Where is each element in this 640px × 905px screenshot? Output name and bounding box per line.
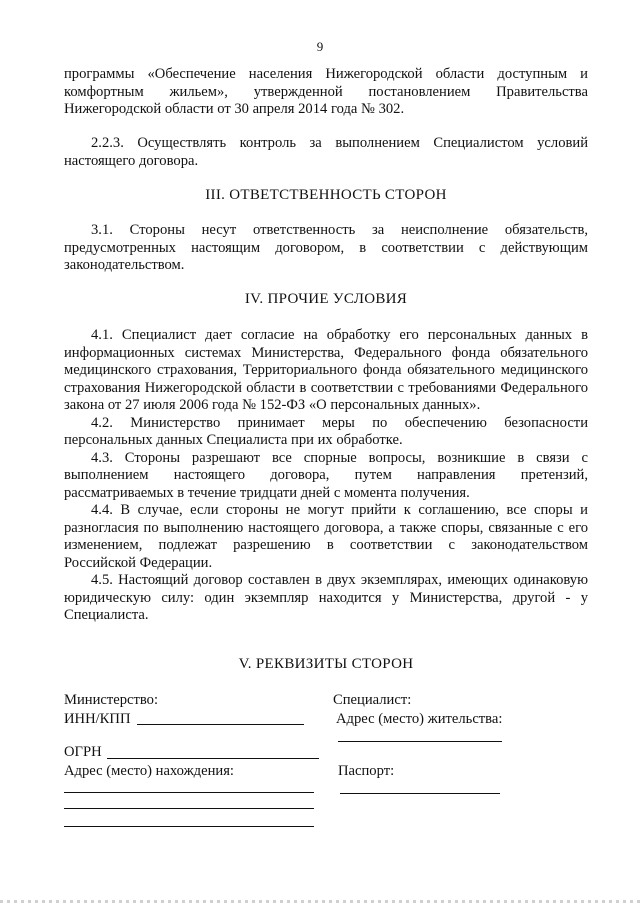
ministry-address-label: Адрес (место) нахождения: — [64, 763, 234, 779]
clause-2-2-3: 2.2.3. Осуществлять контроль за выполнением Специалистом условий настоящего договора. — [64, 135, 588, 169]
inn-fill-line — [137, 724, 304, 725]
intro-paragraph-block — [64, 66, 588, 119]
section-3-title: III. ОТВЕТСТВЕННОСТЬ СТОРОН — [205, 187, 447, 203]
residence-fill-line — [338, 741, 502, 742]
residence-label: Адрес (место) жительства: — [336, 711, 503, 727]
intro-paragraph: программы «Обеспечение населения Нижегородской области доступным и комфортным жильем», утвержденной постановлением Правительства Нижегородской области от 30 апреля 2014 года № 302. — [64, 66, 588, 117]
page-number: 9 — [316, 39, 324, 54]
ministry-address-line-2 — [64, 808, 314, 809]
clause-4-5: 4.5. Настоящий договор составлен в двух экземплярах, имеющих одинаковую юридическую силу: один экземпляр находится у Министерства, другой - у Специалиста. — [64, 572, 588, 623]
inn-label: ИНН/КПП — [64, 711, 131, 727]
section-4-title: IV. ПРОЧИЕ УСЛОВИЯ — [244, 291, 408, 307]
section-3-body — [64, 222, 588, 275]
clause-4-1: 4.1. Специалист дает согласие на обработку его персональных данных в информационных системах Министерства, Федерального фонда обязательного медицинского страхования, Территориального фонда обязательного медицинского страхования Нижегородской области в соответствии с требованиями Федерального закона от 27 июля 2006 года № 152-ФЗ «О персональных данных». — [64, 327, 588, 413]
passport-label: Паспорт: — [338, 763, 395, 779]
clause-4-3: 4.3. Стороны разрешают все спорные вопросы, возникшие в связи с выполнением настоящего договора, путем направления претензий, рассматриваемых в течение тридцати дней с момента получения. — [64, 449, 588, 501]
ministry-address-line-1 — [64, 792, 314, 793]
specialist-label: Специалист: — [333, 692, 412, 708]
ministry-address-line-3 — [64, 826, 314, 827]
passport-fill-line — [340, 793, 500, 794]
clause-4-4: 4.4. В случае, если стороны не могут прийти к соглашению, все споры и разногласия по выполнению настоящего договора, а также споры, связанные с его изменением, подлежат разрешению в соответствии с законодательством Российской Федерации. — [64, 502, 588, 571]
clause-3-1: 3.1. Стороны несут ответственность за неисполнение обязательств, предусмотренных настоящим договором, в соответствии с действующим законодательством. — [64, 222, 588, 273]
clause-4-2: 4.2. Министерство принимает меры по обеспечению безопасности персональных данных Специалиста при их обработке. — [64, 414, 588, 448]
ogrn-fill-line — [107, 758, 319, 759]
ogrn-label: ОГРН — [64, 744, 102, 760]
section-4-body — [64, 327, 588, 625]
ministry-label: Министерство: — [64, 692, 159, 708]
scan-edge-artifact — [0, 900, 640, 903]
section-5-title: V. РЕКВИЗИТЫ СТОРОН — [238, 656, 414, 672]
clause-2-2-3-block — [64, 135, 588, 170]
